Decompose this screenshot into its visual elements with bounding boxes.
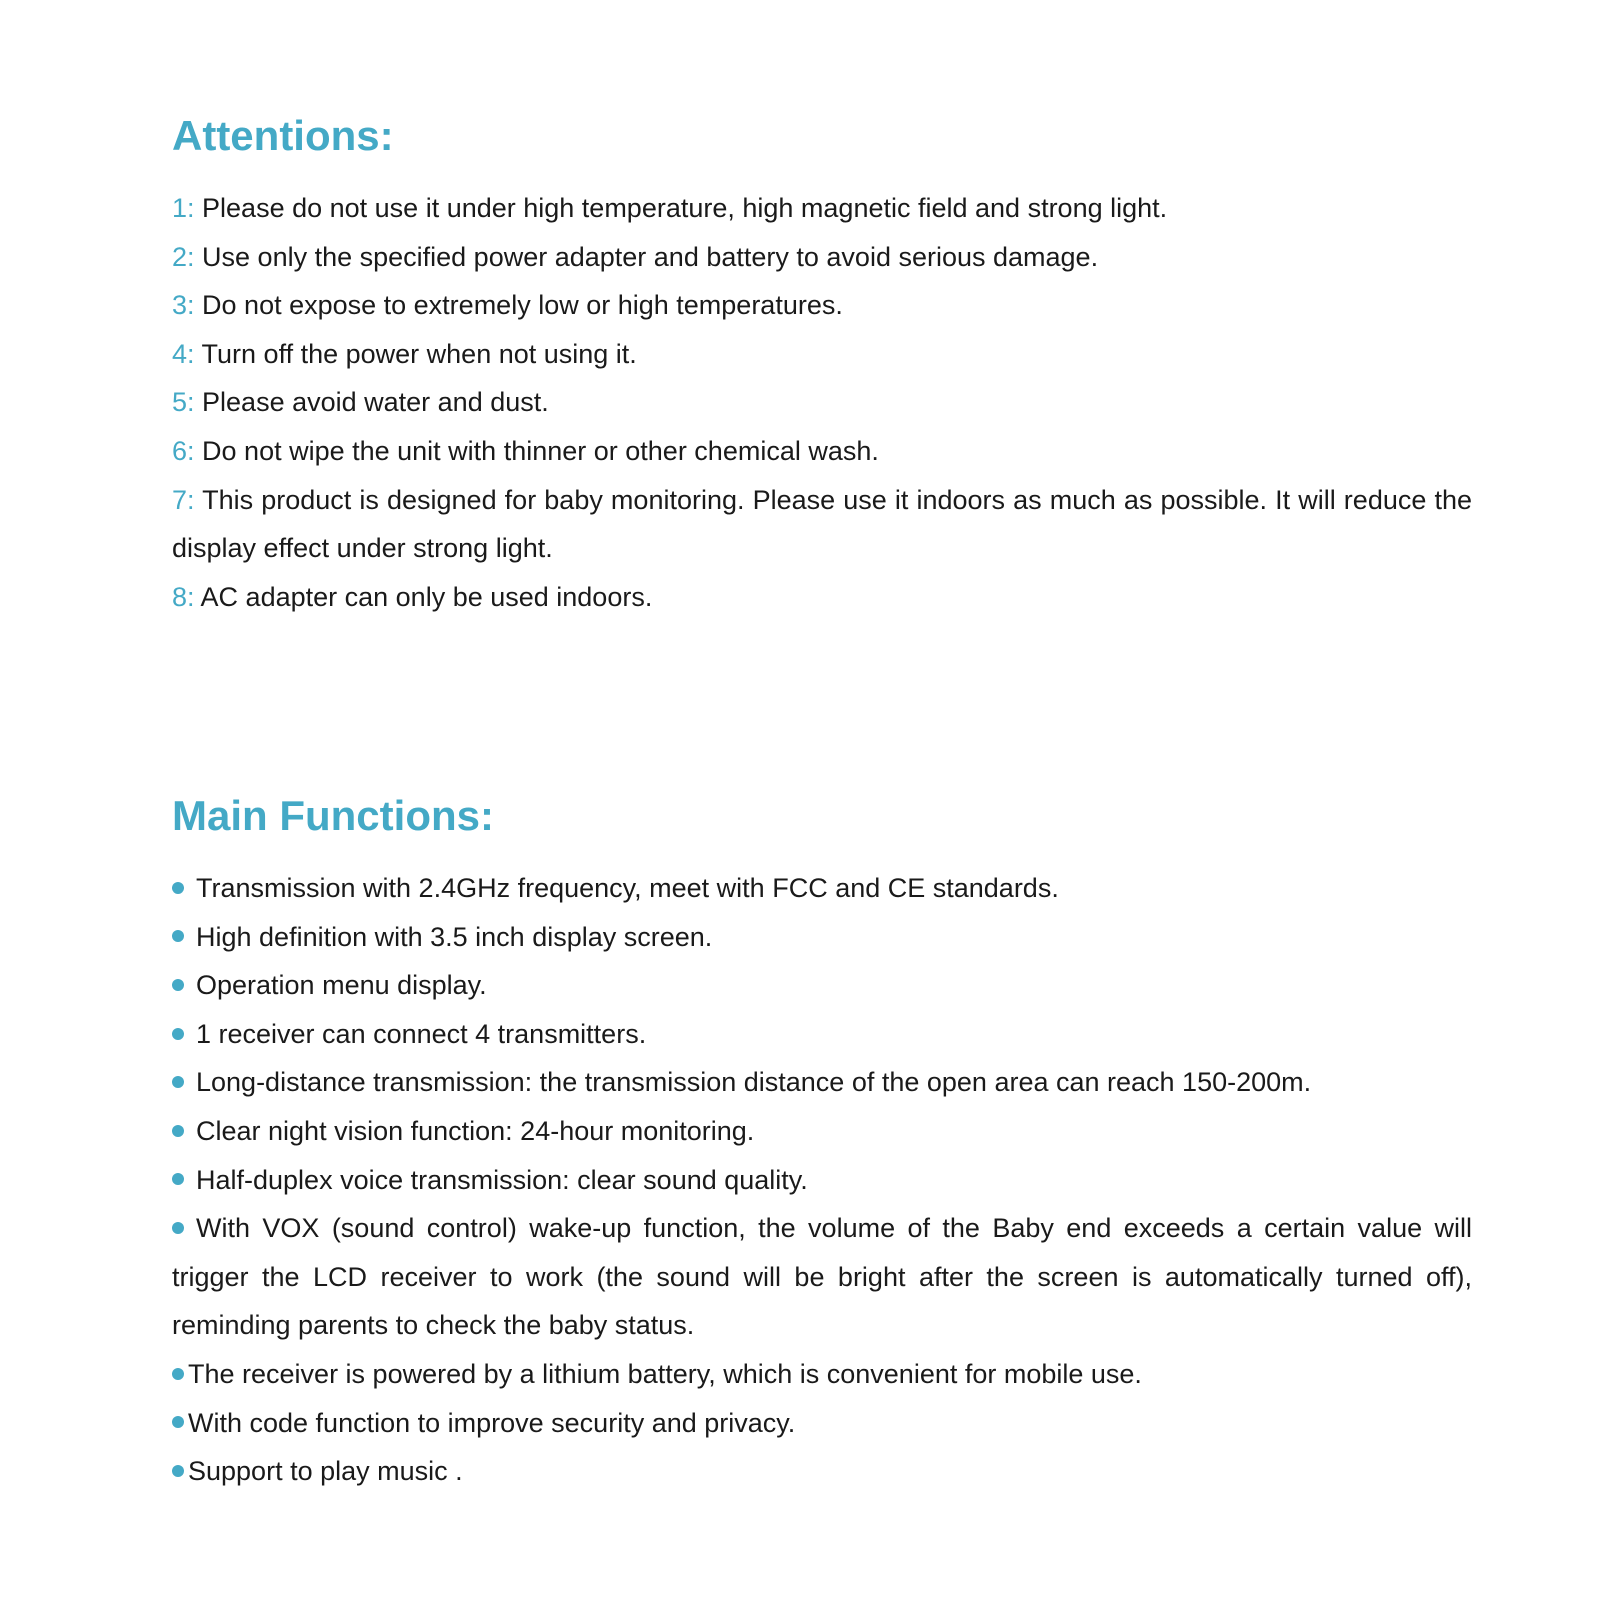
bullet-dot-icon [172, 979, 184, 991]
function-text: 1 receiver can connect 4 transmitters. [196, 1018, 647, 1049]
bullet-dot-icon [172, 1173, 184, 1185]
attention-text: AC adapter can only be used indoors. [194, 581, 653, 612]
attention-text: Please avoid water and dust. [194, 387, 549, 418]
bullet-dot-icon [172, 1222, 184, 1234]
function-item-9 [172, 1350, 1472, 1399]
bullet-dot-icon [172, 1125, 184, 1137]
function-item-6 [172, 1107, 1472, 1156]
function-item-10 [172, 1399, 1472, 1448]
attention-number: 8: [172, 581, 195, 612]
attention-text: Turn off the power when not using it. [194, 338, 637, 369]
attention-number: 1: [172, 193, 195, 223]
attention-number: 3: [172, 290, 195, 321]
attention-item-4 [172, 330, 1472, 379]
function-item-4 [172, 1010, 1472, 1059]
function-text: Long-distance transmission: the transmission distance of the open area can reach 150-200m. [196, 1067, 1312, 1098]
bullet-dot-icon [172, 1076, 184, 1088]
function-text: With code function to improve security and privacy. [188, 1407, 796, 1438]
attention-item-5 [172, 378, 1472, 427]
attention-item-7 [172, 476, 1472, 573]
function-text: Half-duplex voice transmission: clear sound quality. [196, 1164, 808, 1195]
function-text: Clear night vision function: 24-hour monitoring. [196, 1115, 755, 1146]
attentions-section [172, 108, 1472, 621]
attention-number: 6: [172, 435, 195, 466]
attention-item-3 [172, 281, 1472, 330]
function-text: With VOX (sound control) wake-up function, the volume of the Baby end exceeds a certain value will trigger the LCD receiver to work (the sound will be bright after the screen is automatically turned off), reminding parents to check the baby status. [172, 1213, 1472, 1341]
attention-text: This product is designed for baby monitoring. Please use it indoors as much as possible. It will reduce the display effect under strong light. [172, 484, 1472, 564]
bullet-dot-icon [172, 1416, 184, 1428]
attention-item-8 [172, 573, 1472, 622]
bullet-dot-icon [172, 930, 184, 942]
attention-text: Do not wipe the unit with thinner or other chemical wash. [194, 435, 879, 466]
bullet-dot-icon [172, 882, 184, 894]
attention-number: 5: [172, 387, 195, 418]
attention-text: Please do not use it under high temperature, high magnetic field and strong light. [194, 193, 1168, 223]
attention-text: Use only the specified power adapter and battery to avoid serious damage. [194, 241, 1099, 272]
bullet-dot-icon [172, 1368, 184, 1380]
function-item-3 [172, 961, 1472, 1010]
attention-item-2 [172, 233, 1472, 282]
function-item-7 [172, 1156, 1472, 1205]
function-text: The receiver is powered by a lithium battery, which is convenient for mobile use. [188, 1358, 1142, 1389]
attention-number: 7: [172, 484, 195, 515]
attention-number: 2: [172, 241, 195, 272]
function-item-11 [172, 1447, 1472, 1496]
function-item-5 [172, 1058, 1472, 1107]
attention-text: Do not expose to extremely low or high temperatures. [194, 290, 843, 321]
attention-item-6 [172, 427, 1472, 476]
main-functions-heading: Main Functions: [172, 792, 494, 839]
attentions-heading: Attentions: [172, 112, 394, 159]
function-item-8 [172, 1204, 1472, 1350]
bullet-dot-icon [172, 1028, 184, 1040]
function-text: High definition with 3.5 inch display screen. [196, 921, 713, 952]
function-text: Operation menu display. [196, 970, 487, 1001]
main-functions-section [172, 788, 1472, 1496]
function-item-1 [172, 864, 1472, 913]
function-item-2 [172, 913, 1472, 962]
function-text: Transmission with 2.4GHz frequency, meet with FCC and CE standards. [196, 873, 1059, 903]
attention-item-1 [172, 184, 1472, 233]
attentions-list [172, 184, 1472, 621]
bullet-dot-icon [172, 1465, 184, 1477]
function-text: Support to play music . [188, 1456, 463, 1487]
attention-number: 4: [172, 338, 195, 369]
main-functions-list [172, 864, 1472, 1496]
